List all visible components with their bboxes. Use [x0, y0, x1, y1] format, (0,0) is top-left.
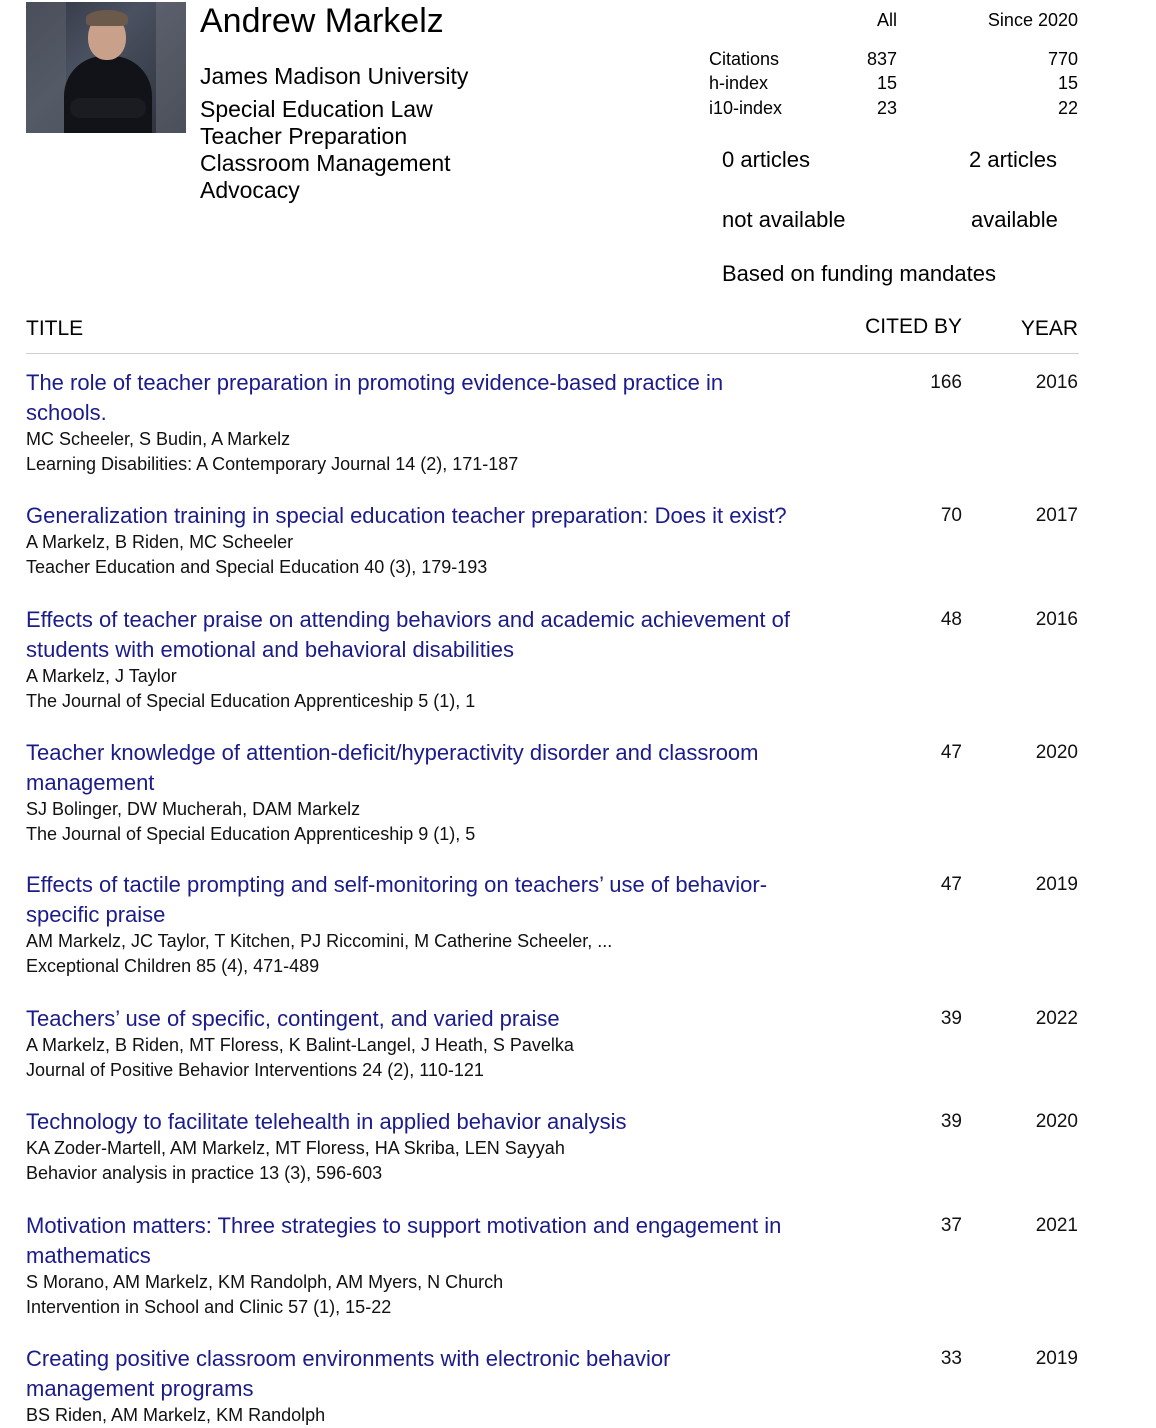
stats-i10index-all: 23 — [876, 98, 897, 118]
interest-item[interactable]: Advocacy — [200, 177, 300, 203]
publication-title-link[interactable]: Effects of teacher praise on attending behaviors and academic achievement of — [26, 607, 790, 632]
publication-cited-by-link[interactable]: 47 — [940, 742, 962, 763]
stats-label-hindex: h-index — [709, 73, 769, 93]
stats-hindex-all: 15 — [876, 73, 897, 93]
stats-col-since: Since 2020 — [987, 10, 1078, 30]
public-access-not-available-label: not available — [722, 207, 846, 232]
stats-hindex-since: 15 — [1057, 73, 1078, 93]
stats-label-citations: Citations — [709, 49, 780, 69]
publication-title-link[interactable]: Creating positive classroom environments with electronic behavior — [26, 1346, 671, 1371]
publication-title-link[interactable]: Technology to facilitate telehealth in applied behavior analysis — [26, 1109, 627, 1134]
publication-cited-by-link[interactable]: 39 — [940, 1111, 962, 1132]
publication-title-link[interactable]: management programs — [26, 1376, 254, 1401]
publication-title-link[interactable]: Motivation matters: Three strategies to support motivation and engagement in — [26, 1213, 782, 1238]
publication-title-link[interactable]: Effects of tactile prompting and self-monitoring on teachers’ use of behavior- — [26, 872, 768, 897]
public-access-available-label: available — [971, 207, 1058, 232]
publication-cited-by-link[interactable]: 47 — [940, 874, 962, 895]
publication-title-link[interactable]: schools. — [26, 400, 107, 425]
publication-title-link[interactable]: mathematics — [26, 1243, 151, 1268]
stats-col-all: All — [876, 10, 897, 30]
publication-venue: Teacher Education and Special Education 40 (3), 179-193 — [26, 557, 488, 577]
stats-citations-all: 837 — [866, 49, 897, 69]
publication-venue: Behavior analysis in practice 13 (3), 596-603 — [26, 1163, 383, 1183]
publication-cited-by-link[interactable]: 33 — [940, 1348, 962, 1369]
profile-name: Andrew Markelz — [200, 2, 444, 40]
publication-title-link[interactable]: specific praise — [26, 902, 166, 927]
publication-title-link[interactable]: Teacher knowledge of attention-deficit/hyperactivity disorder and classroom — [26, 740, 759, 765]
publication-cited-by-link[interactable]: 48 — [940, 609, 962, 630]
public-access-not-available-count[interactable]: 0 articles — [722, 147, 811, 172]
publication-authors: AM Markelz, JC Taylor, T Kitchen, PJ Riccomini, M Catherine Scheeler, ... — [26, 931, 613, 951]
publication-cited-by-link[interactable]: 166 — [930, 372, 962, 393]
publication-authors: KA Zoder-Martell, AM Markelz, MT Floress, HA Skriba, LEN Sayyah — [26, 1138, 565, 1158]
column-cited-by-header[interactable]: CITED BY — [865, 315, 962, 338]
publication-year: 2021 — [1035, 1215, 1078, 1236]
publication-authors: A Markelz, B Riden, MC Scheeler — [26, 532, 294, 552]
publication-cited-by-link[interactable]: 70 — [940, 505, 962, 526]
profile-photo — [26, 2, 186, 133]
publication-venue: The Journal of Special Education Apprenticeship 5 (1), 1 — [26, 691, 476, 711]
publication-authors: MC Scheeler, S Budin, A Markelz — [26, 429, 291, 449]
interest-item[interactable]: Special Education Law — [200, 96, 433, 122]
publication-title-link[interactable]: Generalization training in special education teacher preparation: Does it exist? — [26, 503, 787, 528]
publication-venue: Journal of Positive Behavior Interventions 24 (2), 110-121 — [26, 1060, 484, 1080]
public-access-available-count[interactable]: 2 articles — [969, 147, 1058, 172]
publication-authors: BS Riden, AM Markelz, KM Randolph — [26, 1405, 326, 1425]
publication-cited-by-link[interactable]: 37 — [940, 1215, 962, 1236]
publication-year: 2017 — [1035, 505, 1078, 526]
stats-citations-since: 770 — [1047, 49, 1078, 69]
publication-title-link[interactable]: management — [26, 770, 155, 795]
publication-year: 2022 — [1035, 1008, 1078, 1029]
profile-affiliation: James Madison University — [200, 63, 469, 89]
stats-label-i10index: i10-index — [709, 98, 783, 118]
publication-year: 2019 — [1035, 1348, 1078, 1369]
interest-item[interactable]: Teacher Preparation — [200, 123, 408, 149]
header-divider — [26, 353, 1079, 354]
publication-venue: Learning Disabilities: A Contemporary Journal 14 (2), 171-187 — [26, 454, 519, 474]
publication-venue: The Journal of Special Education Apprenticeship 9 (1), 5 — [26, 824, 476, 844]
publication-year: 2020 — [1035, 742, 1078, 763]
publication-venue: Exceptional Children 85 (4), 471-489 — [26, 956, 320, 976]
publication-title-link[interactable]: The role of teacher preparation in promoting evidence-based practice in — [26, 370, 724, 395]
publication-title-link[interactable]: Teachers’ use of specific, contingent, and varied praise — [26, 1006, 560, 1031]
stats-i10index-since: 22 — [1057, 98, 1078, 118]
column-title-header[interactable]: TITLE — [26, 317, 84, 340]
publication-authors: SJ Bolinger, DW Mucherah, DAM Markelz — [26, 799, 361, 819]
publication-year: 2016 — [1035, 609, 1078, 630]
publication-year: 2020 — [1035, 1111, 1078, 1132]
publication-authors: A Markelz, B Riden, MT Floress, K Balint-Langel, J Heath, S Pavelka — [26, 1035, 574, 1055]
interest-item[interactable]: Classroom Management — [200, 150, 451, 176]
public-access-note[interactable]: Based on funding mandates — [722, 261, 996, 286]
publication-authors: S Morano, AM Markelz, KM Randolph, AM Myers, N Church — [26, 1272, 504, 1292]
publication-year: 2016 — [1035, 372, 1078, 393]
publication-year: 2019 — [1035, 874, 1078, 895]
publication-cited-by-link[interactable]: 39 — [940, 1008, 962, 1029]
publication-title-link[interactable]: students with emotional and behavioral disabilities — [26, 637, 514, 662]
publication-authors: A Markelz, J Taylor — [26, 666, 177, 686]
publication-venue: Intervention in School and Clinic 57 (1), 15-22 — [26, 1297, 392, 1317]
column-year-header[interactable]: YEAR — [1020, 317, 1078, 340]
profile-interests — [200, 96, 451, 204]
